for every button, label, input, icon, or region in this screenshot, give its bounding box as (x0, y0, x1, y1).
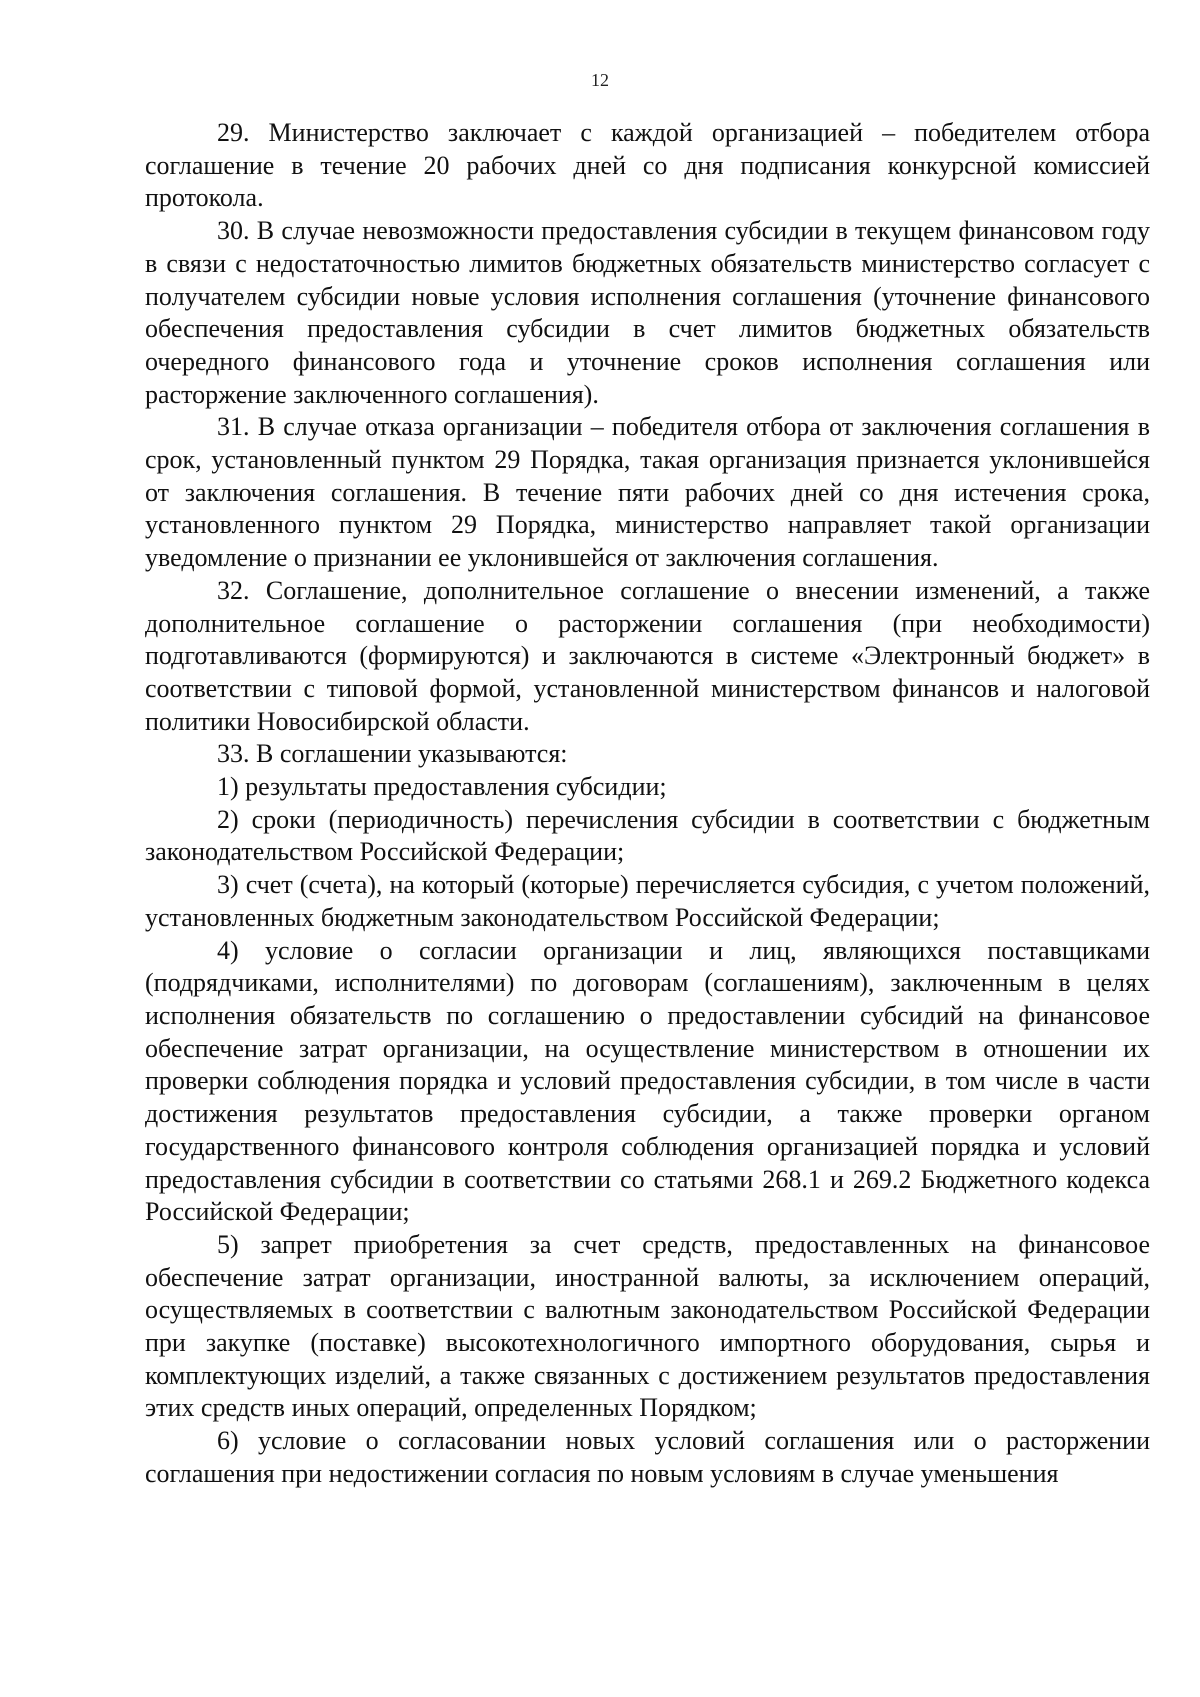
document-body (145, 117, 1150, 1491)
paragraph-29: 29. Министерство заключает с каждой организацией – победителем отбора соглашение в течение 20 рабочих дней со дня подписания конкурсной комиссией протокола. (145, 118, 1150, 213)
list-item-6: 6) условие о согласовании новых условий соглашения или о расторжении соглашения при недостижении согласия по новым условиям в случае уменьшения (145, 1426, 1150, 1488)
paragraph-32: 32. Соглашение, дополнительное соглашение о внесении изменений, а также дополнительное соглашение о расторжении соглашения (при необходимости) подготавливаются (формируются) и заключаются в системе «Электронный бюджет» в соответствии с типовой формой, установленной министерством финансов и налоговой политики Новосибирской области. (145, 575, 1150, 736)
list-item-2: 2) сроки (периодичность) перечисления субсидии в соответствии с бюджетным законодательством Российской Федерации; (145, 804, 1150, 867)
paragraph-31: 31. В случае отказа организации – победителя отбора от заключения соглашения в срок, установленный пунктом 29 Порядка, такая организация признается уклонившейся от заключения соглашения. В течение пяти рабочих дней со дня истечения срока, установленного пунктом 29 Порядка, министерство направляет такой организации уведомление о признании ее уклонившейся от заключения соглашения. (145, 412, 1150, 573)
paragraph-33: 33. В соглашении указываются: (217, 739, 568, 769)
list-item-3: 3) счет (счета), на который (которые) перечисляется субсидия, с учетом положений, установленных бюджетным законодательством Российской Федерации; (145, 870, 1150, 932)
page-number: 12 (591, 70, 609, 90)
paragraph-30: 30. В случае невозможности предоставления субсидии в текущем финансовом году в связи с недостаточностью лимитов бюджетных обязательств министерство согласует с получателем субсидии новые условия исполнения соглашения (уточнение финансового обеспечения предоставления субсидии в счет лимитов бюджетных обязательств очередного финансового года и уточнение сроков исполнения соглашения или расторжение заключенного соглашения). (145, 216, 1150, 409)
list-item-5: 5) запрет приобретения за счет средств, предоставленных на финансовое обеспечение затрат организации, иностранной валюты, за исключением операций, осуществляемых в соответствии с валютным законодательством Российской Федерации при закупке (поставке) высокотехнологичного импортного оборудования, сырья и комплектующих изделий, а также связанных с достижением результатов предоставления этих средств иных операций, определенных Порядком; (145, 1229, 1150, 1423)
list-item-4: 4) условие о согласии организации и лиц, являющихся поставщиками (подрядчиками, исполнителями) по договорам (соглашениям), заключенным в целях исполнения обязательств по соглашению о предоставлении субсидий на финансовое обеспечение затрат организации, на осуществление министерством в отношении их проверки соблюдения порядка и условий предоставления субсидии, в том числе в части достижения результатов предоставления субсидии, а также проверки органом государственного финансового контроля соблюдения организацией порядка и условий предоставления субсидии в соответствии со статьями 268.1 и 269.2 Бюджетного кодекса Российской Федерации; (145, 935, 1150, 1227)
list-item-1: 1) результаты предоставления субсидии; (217, 772, 667, 802)
